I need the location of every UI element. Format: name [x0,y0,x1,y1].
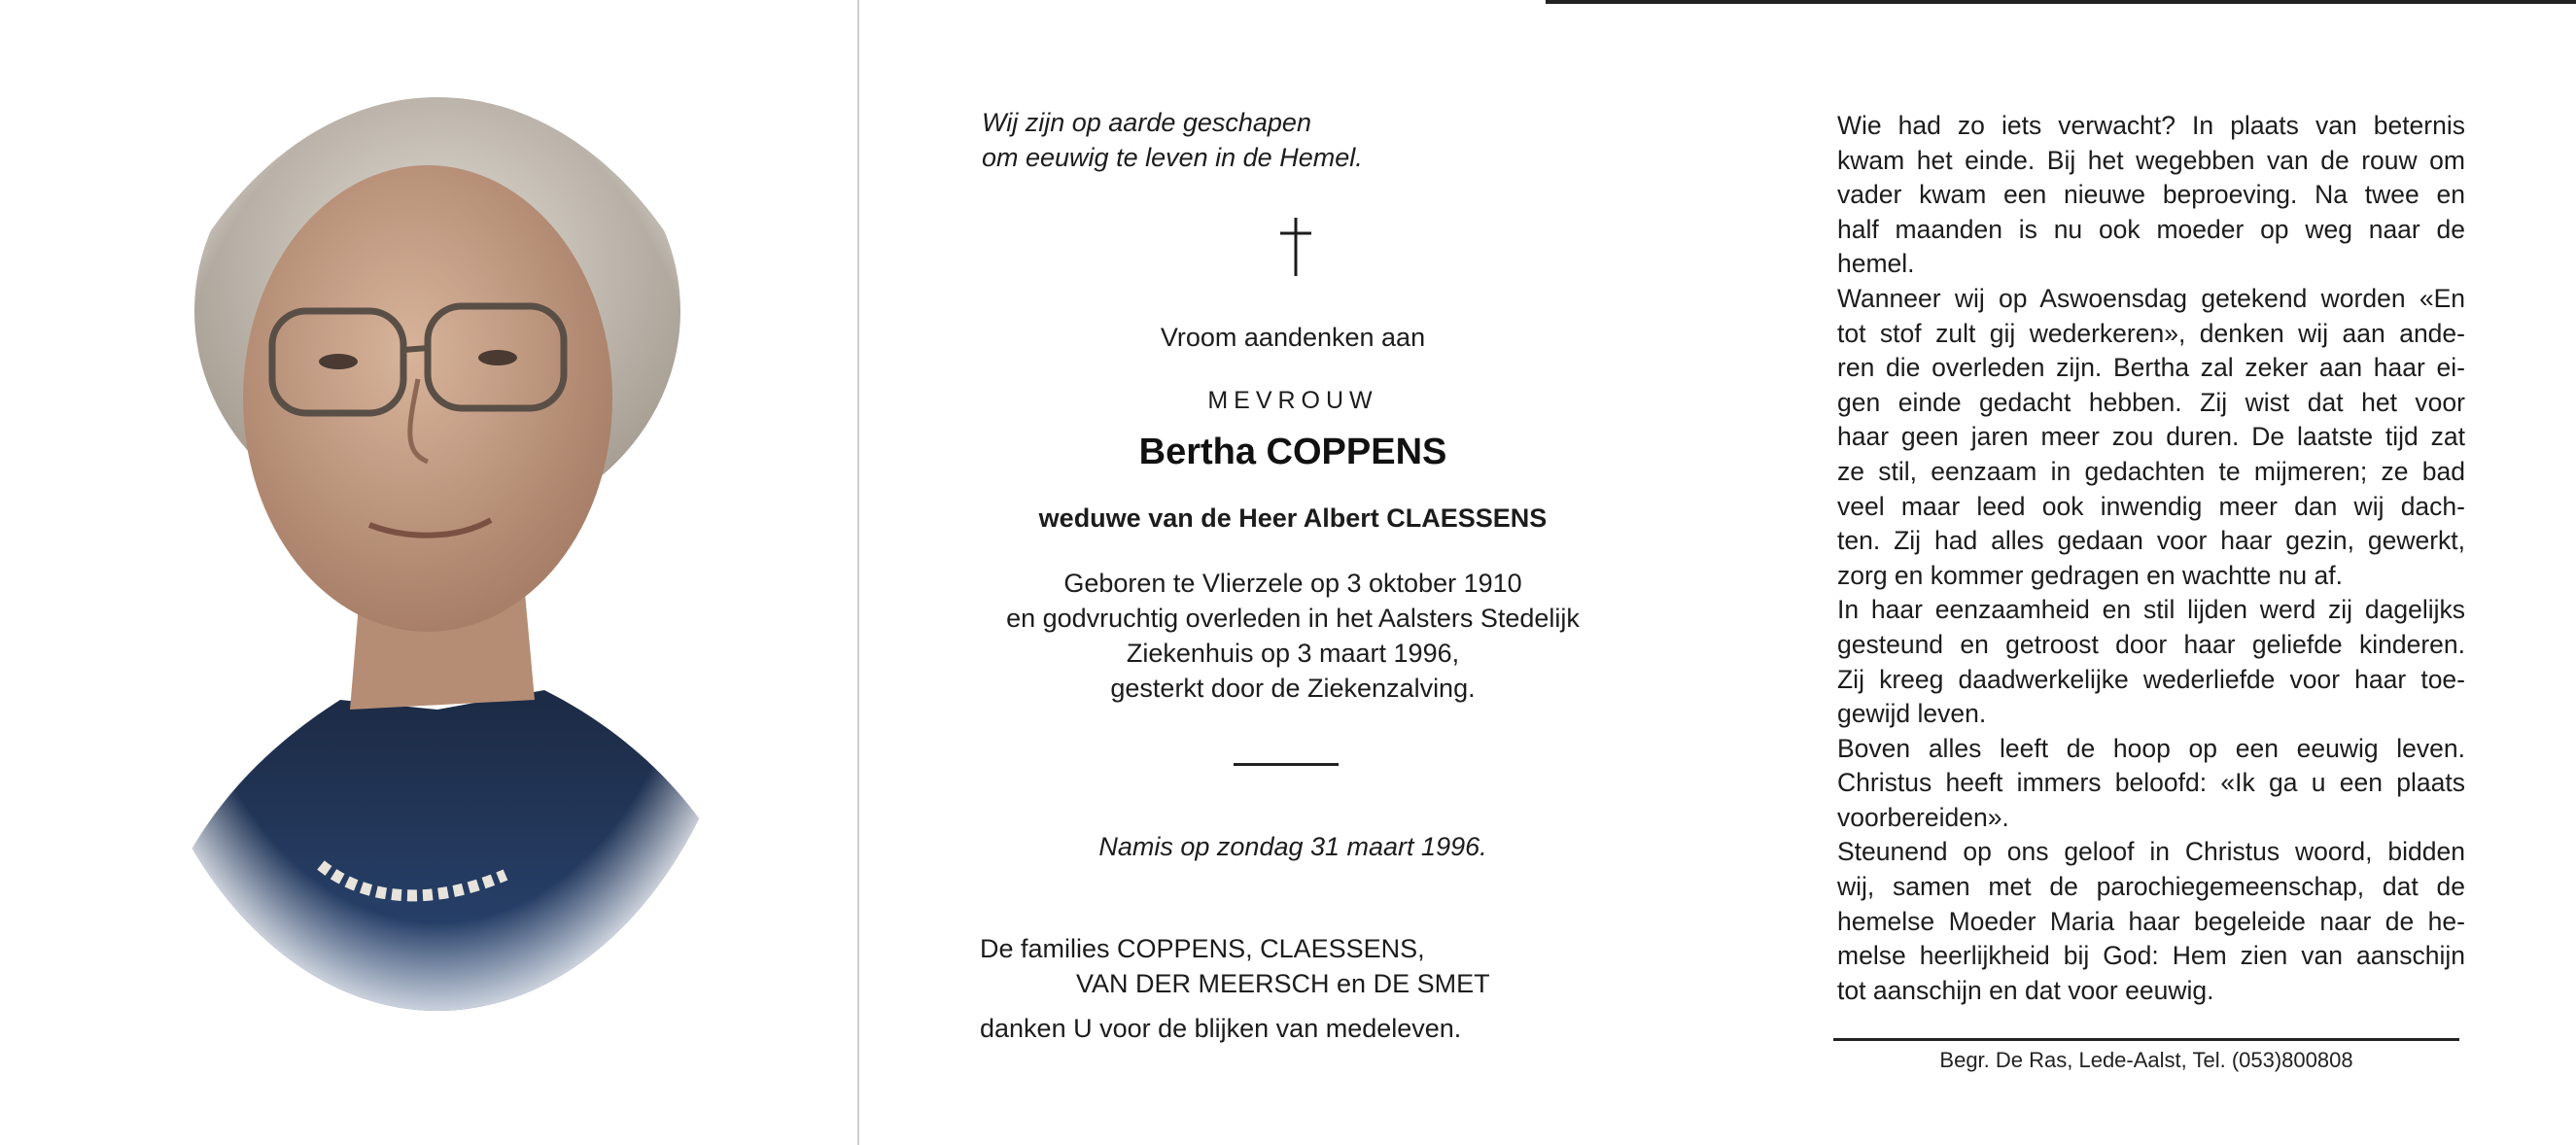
footer-rule [1833,1038,2459,1041]
reflection-line: Steunend op ons geloof in Christus woord, bidden [1837,837,2465,867]
bio-block [943,566,1643,706]
honorific: MEVROUW [1207,387,1378,414]
reflection-line: vader kwam een nieuwe beproeving. Na twee en [1837,180,2465,210]
bio-line: Ziekenhuis op 3 maart 1996, [1126,639,1460,668]
reflection-line: Wanneer wij op Aswoensdag getekend worden «En [1837,283,2465,313]
reflection-line: Boven alles leeft de hoop op een eeuwig leven. [1837,733,2465,763]
reflection-line: melse heerlijkheid bij God: Hem zien van aanschijn [1837,941,2465,971]
reflection-line: Wie had zo iets verwacht? In plaats van beternis [1837,111,2465,140]
deceased-name: Bertha COPPENS [1138,432,1447,472]
bio-line: gesterkt door de Ziekenzalving. [1110,674,1476,703]
families-line: De families COPPENS, CLAESSENS, [980,934,1425,963]
reflection-line: kwam het einde. Bij het wegebben van de rouw om [1837,145,2465,175]
verse-block [972,105,1614,175]
bio-line: en godvruchtig overleden in het Aalsters Stedelijk [1006,604,1580,633]
reflection-line: veel maar leed ook inwendig meer dan wij dach- [1837,491,2465,521]
cross-icon [1274,216,1317,278]
reflection-line: ze stil, eenzaam in gedachten te mijmeren; ze bad [1837,456,2465,486]
reflection-line: Zij kreeg daadwerkelijke wederliefde voor haar toe- [1837,664,2465,694]
thanks-line: danken U voor de blijken van medeleven. [980,1014,1462,1043]
reflection-line: ten. Zij had alles gedaan voor haar gezin, gewerkt, [1837,526,2465,556]
widow-of: weduwe van de Heer Albert CLAESSENS [1038,503,1548,533]
place-date: Namis op zondag 31 maart 1996. [1098,832,1487,861]
reflection-line: gen einde gedacht hebben. Zij wist dat het voor [1837,387,2465,417]
reflection-line: Christus heeft immers beloofd: «Ik ga u een plaats [1837,768,2465,798]
reflection-line: hemel. [1837,249,1915,279]
reflection-line: haar geen jaren meer zou duren. De laatste tijd zat [1837,422,2465,452]
reflection-line: zorg en kommer gedragen en wachtte nu af. [1837,560,2343,590]
verse [982,105,1614,175]
verse-line: Wij zijn op aarde geschapen [982,108,1311,137]
top-edge-line [1546,0,2576,4]
reflection-line: ren die overleden zijn. Bertha zal zeker aan haar ei- [1837,353,2465,383]
reflection-line: tot stof zult gij wederkeren», denken wij aan ande- [1837,318,2465,348]
divider [1234,763,1339,766]
portrait-panel [0,0,859,1145]
reflection-line: voorbereiden». [1837,802,2009,832]
reflection-line: hemelse Moeder Maria haar begeleide naar de he- [1837,906,2465,936]
verse-line: om eeuwig te leven in de Hemel. [982,143,1363,172]
reflection-line: wij, samen met de parochiegemeenschap, dat de [1837,872,2465,902]
reflection-line: In haar eenzaamheid en stil lijden werd zij dagelijks [1837,595,2465,625]
printer-credit: Begr. De Ras, Lede-Aalst, Tel. (053)800808 [1939,1048,2353,1072]
bio-line: Geboren te Vlierzele op 3 oktober 1910 [1063,569,1522,598]
reflection-line: half maanden is nu ook moeder op weg naar de [1837,214,2465,244]
reflection-line: tot aanschijn en dat voor eeuwig. [1837,975,2214,1005]
families-block [980,931,1660,1046]
families-line: VAN DER MEERSCH en DE SMET [1076,969,1490,998]
reflection-line: gewijd leven. [1837,699,1987,729]
memorial-heading: Vroom aandenken aan [1160,323,1426,352]
portrait-photo [117,68,758,1040]
reflection-line: gesteund en getroost door haar geliefde kinderen. [1837,629,2465,659]
reflection-text [1837,109,2465,1008]
